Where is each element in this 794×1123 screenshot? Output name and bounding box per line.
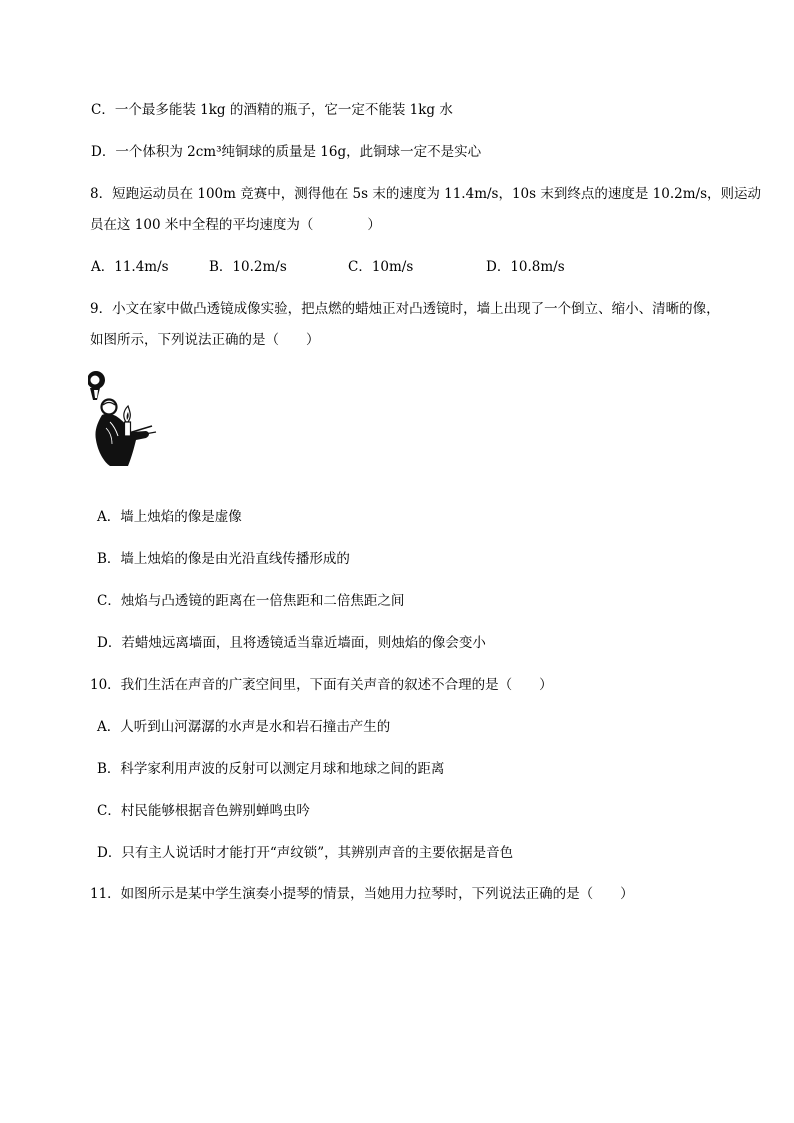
convex-lens-icon <box>102 400 117 415</box>
q9-option-b: B．墙上烛焰的像是由光沿直线传播形成的 <box>97 551 350 567</box>
q11-stem: 11．如图所示是某中学生演奏小提琴的情景，当她用力拉琴时，下列说法正确的是（ ） <box>90 886 634 902</box>
q10-option-d: D．只有主人说话时才能打开“声纹锁”，其辨别声音的主要依据是音色 <box>97 845 514 861</box>
candle-flame-icon <box>124 406 131 436</box>
q7-option-c: C．一个最多能装 1kg 的酒精的瓶子，它一定不能装 1kg 水 <box>91 102 453 118</box>
q8-option-d: D．10.8m/s <box>486 259 565 275</box>
q9-option-c: C．烛焰与凸透镜的距离在一倍焦距和二倍焦距之间 <box>97 593 405 609</box>
q9-option-a: A．墙上烛焰的像是虚像 <box>97 509 242 525</box>
q10-stem: 10．我们生活在声音的广袤空间里，下面有关声音的叙述不合理的是（ ） <box>90 677 553 693</box>
q8-option-b: B．10.2m/s <box>209 259 287 275</box>
q9-stem-line2: 如图所示，下列说法正确的是（ ） <box>90 332 320 348</box>
q8-option-a: A．11.4m/s <box>91 259 169 275</box>
q8-stem-line2: 员在这 100 米中全程的平均速度为（ ） <box>90 217 381 233</box>
q10-option-a: A．人听到山河潺潺的水声是水和岩石撞击产生的 <box>97 719 391 735</box>
wall-image-icon <box>88 371 105 400</box>
q10-option-b: B．科学家利用声波的反射可以测定月球和地球之间的距离 <box>97 761 445 777</box>
q8-stem-line1: 8．短跑运动员在 100m 竞赛中，测得他在 5s 末的速度为 11.4m/s，10s 末到终点的速度是 10.2m/s，则运动 <box>90 186 761 202</box>
q10-option-c: C．村民能够根据音色辨别蝉鸣虫吟 <box>97 803 310 819</box>
q8-option-c: C．10m/s <box>348 259 414 275</box>
q9-stem-line1: 9．小文在家中做凸透镜成像实验，把点燃的蜡烛正对凸透镜时，墙上出现了一个倒立、缩小、清晰的像， <box>90 301 720 317</box>
q7-option-d: D．一个体积为 2cm³纯铜球的质量是 16g，此铜球一定不是实心 <box>91 144 482 160</box>
q9-option-d: D．若蜡烛远离墙面，且将透镜适当靠近墙面，则烛焰的像会变小 <box>97 635 486 651</box>
lens-candle-figure <box>88 370 160 468</box>
